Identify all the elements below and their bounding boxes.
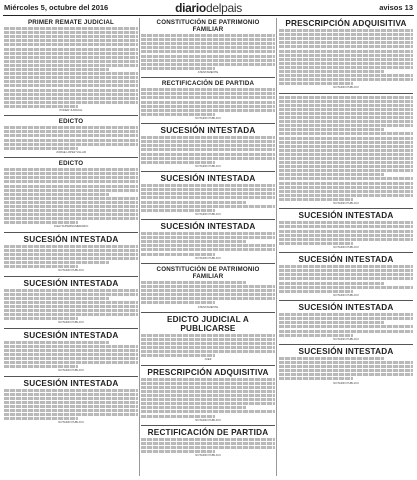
- body-text-line: [279, 37, 413, 40]
- body-text-line: [279, 153, 413, 156]
- body-text-line: [4, 289, 138, 292]
- body-text-line: [279, 108, 413, 111]
- legal-notice: [279, 19, 413, 90]
- body-text-line: [141, 184, 275, 187]
- body-text-line: [141, 334, 275, 337]
- body-text-line: [279, 112, 413, 115]
- column-divider: [276, 18, 277, 476]
- notice-divider: [141, 171, 275, 172]
- notice-divider: [141, 365, 275, 366]
- body-text-line: [279, 273, 413, 276]
- notice-signature: NOTARIO PUBLICO: [333, 201, 359, 206]
- body-text-line: [279, 313, 413, 316]
- body-text-line: [4, 43, 138, 46]
- notice-title: SUCESIÓN INTESTADA: [298, 346, 394, 356]
- notice-signature: NOTARIO PUBLICO: [333, 292, 359, 297]
- body-text-line: [4, 409, 138, 412]
- body-text-line: [279, 29, 413, 32]
- legal-notice: [4, 232, 138, 273]
- body-text-line: [279, 96, 413, 99]
- body-text-line: [279, 33, 413, 36]
- body-text-line: [4, 185, 138, 188]
- body-text-line: [141, 101, 275, 104]
- body-text-line: [279, 161, 413, 164]
- body-text-line: [279, 282, 384, 285]
- body-text-line: [141, 390, 275, 393]
- legal-notice: [141, 123, 275, 168]
- body-text-line: [4, 389, 138, 392]
- notice-signature: NOTARIO PUBLICO: [333, 85, 359, 90]
- body-text-line: [141, 293, 275, 296]
- legal-notice: [4, 276, 138, 325]
- notice-signature: PODER JUDICIAL: [59, 107, 83, 112]
- body-text-line: [279, 74, 413, 77]
- page-header: [0, 0, 417, 16]
- body-text-line: [4, 393, 138, 396]
- body-text-line: [4, 301, 138, 304]
- legal-notice: [141, 425, 275, 458]
- notice-signature: JORGE LOPEZ VILLAR: [56, 149, 86, 154]
- notice-signature: NOTARIO PUBLICO: [58, 420, 84, 425]
- body-text-line: [279, 357, 384, 360]
- body-text-line: [279, 157, 413, 160]
- notice-divider: [4, 276, 138, 277]
- body-text-line: [279, 141, 413, 144]
- body-text-line: [279, 265, 413, 268]
- body-text-line: [4, 357, 138, 360]
- body-text-line: [279, 330, 413, 333]
- body-text-line: [4, 205, 138, 208]
- body-text-line: [141, 382, 275, 385]
- notice-divider: [141, 312, 275, 313]
- body-text-line: [279, 365, 413, 368]
- body-text-line: [4, 89, 138, 92]
- notice-title: SUCESIÓN INTESTADA: [298, 255, 394, 265]
- column-1: [4, 18, 138, 478]
- body-text-line: [279, 116, 413, 119]
- body-text-line: [4, 101, 138, 104]
- body-text-line: [141, 236, 275, 239]
- body-text-line: [141, 297, 275, 300]
- notice-title: RECTIFICACIÓN DE PARTIDA: [161, 80, 255, 88]
- legal-notice: [141, 365, 275, 422]
- section-label: [379, 3, 413, 12]
- body-text-line: [279, 100, 413, 103]
- notice-title: SUCESIÓN INTESTADA: [160, 126, 256, 136]
- body-text-line: [4, 97, 138, 100]
- body-text-line: [4, 35, 138, 38]
- body-text-line: [279, 173, 384, 176]
- notice-divider: [141, 425, 275, 426]
- notice-signature: NOTARIO PUBLICO: [195, 255, 221, 260]
- legal-notice: [4, 19, 138, 112]
- notice-signature: NOTARIO PUBLICO: [58, 268, 84, 273]
- page-number: 13: [404, 3, 413, 12]
- body-text-line: [279, 230, 413, 233]
- body-text-line: [279, 78, 413, 81]
- body-text-line: [4, 189, 138, 192]
- body-text-line: [141, 153, 275, 156]
- legal-notice: [141, 312, 275, 362]
- body-text-line: [141, 281, 246, 284]
- body-text-line: [141, 59, 275, 62]
- body-text-line: [141, 42, 275, 45]
- body-text-line: [4, 309, 138, 312]
- legal-notice: [4, 115, 138, 154]
- notice-title: SUCESIÓN INTESTADA: [23, 330, 119, 340]
- body-text-line: [279, 321, 384, 324]
- body-text-line: [141, 248, 275, 251]
- body-text-line: [4, 217, 138, 220]
- body-text-line: [141, 50, 275, 53]
- body-text-line: [4, 197, 138, 200]
- body-text-line: [4, 213, 138, 216]
- logo-light-text: delpais: [205, 1, 242, 15]
- body-text-line: [279, 221, 413, 224]
- body-text-line: [141, 96, 275, 99]
- body-text-line: [141, 148, 275, 151]
- body-text-line: [141, 34, 275, 37]
- notice-title: EDICTO JUDICIAL A PUBLICARSE: [167, 314, 249, 333]
- legal-notice: [4, 157, 138, 229]
- body-text-line: [279, 50, 413, 53]
- body-text-line: [141, 240, 246, 243]
- body-text-line: [4, 253, 138, 256]
- body-text-line: [4, 93, 138, 96]
- body-text-line: [4, 305, 138, 308]
- notice-signature: NOTARIO PUBLICO: [195, 417, 221, 422]
- body-text-line: [4, 297, 109, 300]
- body-text-line: [279, 369, 413, 372]
- notice-divider: [279, 252, 413, 253]
- body-text-line: [4, 76, 138, 79]
- body-text-line: [141, 46, 275, 49]
- body-text-line: [141, 342, 275, 345]
- notice-divider: [279, 93, 413, 94]
- body-text-line: [4, 68, 109, 71]
- body-text-line: [279, 286, 413, 289]
- body-text-line: [279, 45, 413, 48]
- legal-notice: [4, 376, 138, 425]
- body-text-line: [141, 201, 246, 204]
- body-text-line: [279, 165, 413, 168]
- body-text-line: [4, 134, 138, 137]
- notice-title: EDICTO: [58, 160, 84, 168]
- notice-signature: NOTARIO PUBLICO: [195, 211, 221, 216]
- body-text-line: [279, 269, 413, 272]
- body-text-line: [141, 378, 275, 381]
- body-text-line: [141, 140, 275, 143]
- notice-signature: NOTARIO PUBLICO: [58, 368, 84, 373]
- body-text-line: [279, 132, 413, 135]
- notice-title: CONSTITUCIÓN DE PATRIMONIO FAMILIAR: [156, 265, 260, 280]
- body-text-line: [279, 124, 413, 127]
- body-text-line: [4, 172, 138, 175]
- body-text-line: [4, 64, 138, 67]
- body-text-line: [141, 38, 275, 41]
- body-text-line: [141, 346, 275, 349]
- body-text-line: [4, 72, 138, 75]
- body-text-line: [141, 109, 275, 112]
- legal-notice: [279, 252, 413, 297]
- body-text-line: [279, 58, 413, 61]
- legal-notice: [279, 344, 413, 385]
- body-text-line: [279, 317, 413, 320]
- notice-signature: JUEZ: [204, 357, 212, 362]
- body-text-line: [279, 182, 413, 185]
- body-text-line: [4, 397, 138, 400]
- notice-title: SUCESIÓN INTESTADA: [160, 222, 256, 231]
- body-text-line: [141, 338, 275, 341]
- body-text-line: [4, 139, 138, 142]
- body-text-line: [141, 354, 215, 357]
- section-name: avisos: [379, 3, 403, 12]
- body-text-line: [141, 55, 275, 58]
- column-divider: [139, 18, 140, 476]
- body-text-line: [4, 345, 138, 348]
- body-text-line: [279, 361, 413, 364]
- notice-signature: JUEZ SUPERNUMERARIO: [53, 224, 89, 229]
- body-text-line: [4, 180, 138, 183]
- body-text-line: [141, 398, 275, 401]
- notice-divider: [4, 232, 138, 233]
- notice-signature: NOTARIO PUBLICO: [333, 244, 359, 249]
- notice-divider: [141, 77, 275, 78]
- legal-notice: [141, 19, 275, 74]
- notice-divider: [279, 344, 413, 345]
- body-text-line: [141, 285, 275, 288]
- legal-notice: [279, 93, 413, 206]
- body-text-line: [141, 406, 246, 409]
- body-text-line: [141, 410, 275, 413]
- body-text-line: [4, 80, 138, 83]
- notice-divider: [4, 376, 138, 377]
- body-text-line: [279, 238, 413, 241]
- notice-signature: NOTARIO PUBLICO: [58, 320, 84, 325]
- body-text-line: [279, 169, 413, 172]
- notice-signature: ATENTAMENTE: [197, 69, 219, 74]
- notice-divider: [4, 157, 138, 158]
- body-text-line: [279, 128, 384, 131]
- legal-notice: [4, 328, 138, 373]
- notice-title: SUCESIÓN INTESTADA: [23, 378, 119, 388]
- body-text-line: [4, 293, 138, 296]
- body-text-line: [279, 120, 413, 123]
- notice-divider: [279, 300, 413, 301]
- body-text-line: [4, 201, 138, 204]
- body-text-line: [4, 261, 109, 264]
- body-text-line: [4, 361, 138, 364]
- body-text-line: [4, 39, 138, 42]
- body-text-line: [4, 84, 138, 87]
- body-text-line: [4, 405, 138, 408]
- notice-title: RECTIFICACIÓN DE PARTIDA: [147, 427, 269, 437]
- legal-notice: [141, 263, 275, 309]
- body-text-line: [141, 350, 275, 353]
- body-text-line: [141, 63, 275, 66]
- notice-title: PRESCRIPCIÓN ADQUISITIVA: [285, 19, 407, 28]
- notice-title: EDICTO: [58, 118, 84, 126]
- body-text-line: [279, 149, 413, 152]
- body-text-line: [4, 313, 138, 316]
- body-text-line: [4, 353, 138, 356]
- body-text-line: [141, 205, 275, 208]
- notice-signature: NOTARIO PUBLICO: [333, 336, 359, 341]
- newspaper-logo: [0, 1, 417, 15]
- notice-signature: NOTARIO PUBLICO: [195, 163, 221, 168]
- notice-signature: NOTARIO PUBLICO: [333, 380, 359, 385]
- body-text-line: [4, 349, 138, 352]
- notice-title: PRESCRIPCIÓN ADQUISITIVA: [147, 367, 269, 377]
- body-text-line: [279, 194, 413, 197]
- body-text-line: [4, 413, 138, 416]
- body-text-line: [141, 92, 275, 95]
- body-text-line: [141, 192, 275, 195]
- body-text-line: [4, 193, 109, 196]
- body-text-line: [141, 88, 275, 91]
- body-text-line: [4, 52, 138, 55]
- body-text-line: [4, 48, 138, 51]
- body-text-line: [279, 277, 413, 280]
- notice-signature: NOTARIO PUBLICO: [195, 453, 221, 458]
- notice-signature: ATENTAMENTE: [197, 304, 219, 309]
- notice-divider: [141, 219, 275, 220]
- body-text-line: [141, 442, 275, 445]
- body-text-line: [4, 257, 138, 260]
- body-text-line: [279, 177, 413, 180]
- body-text-line: [279, 137, 413, 140]
- body-text-line: [4, 130, 138, 133]
- notice-divider: [141, 263, 275, 264]
- body-text-line: [141, 301, 215, 304]
- body-text-line: [4, 27, 138, 30]
- body-text-line: [4, 168, 138, 171]
- body-text-line: [141, 394, 275, 397]
- body-text-line: [4, 249, 138, 252]
- body-text-line: [4, 56, 138, 59]
- body-text-line: [279, 145, 413, 148]
- notice-title: SUCESIÓN INTESTADA: [298, 211, 394, 221]
- body-text-line: [279, 234, 413, 237]
- legal-notice: [141, 77, 275, 120]
- body-text-line: [279, 373, 413, 376]
- body-text-line: [141, 289, 275, 292]
- body-text-line: [141, 446, 275, 449]
- body-text-line: [279, 41, 413, 44]
- notice-signature: NOTARIO PUBLICO: [195, 115, 221, 120]
- notice-title: SUCESIÓN INTESTADA: [23, 278, 119, 288]
- body-text-line: [141, 105, 275, 108]
- issue-date: Miércoles 5, octubre del 2016: [4, 3, 109, 12]
- body-text-line: [279, 70, 384, 73]
- header-rule: [3, 15, 414, 16]
- notice-title: CONSTITUCIÓN DE PATRIMONIO FAMILIAR: [156, 19, 260, 33]
- body-text-line: [279, 104, 413, 107]
- body-text-line: [4, 31, 138, 34]
- body-text-line: [141, 136, 275, 139]
- body-text-line: [4, 143, 138, 146]
- body-text-line: [279, 54, 413, 57]
- body-text-line: [4, 401, 138, 404]
- body-text-line: [4, 176, 138, 179]
- column-3: [279, 18, 413, 478]
- body-text-line: [279, 66, 413, 69]
- body-text-line: [141, 144, 275, 147]
- body-text-line: [141, 386, 275, 389]
- legal-notice: [279, 300, 413, 341]
- body-text-line: [4, 341, 109, 344]
- notice-title: PRIMER REMATE JUDICIAL: [27, 19, 115, 26]
- body-text-line: [4, 126, 138, 129]
- body-text-line: [279, 190, 413, 193]
- body-text-line: [141, 438, 275, 441]
- legal-notice: [279, 208, 413, 249]
- logo-bold-text: diario: [175, 1, 206, 15]
- body-text-line: [141, 157, 275, 160]
- notice-divider: [4, 328, 138, 329]
- body-text-line: [279, 186, 413, 189]
- body-text-line: [279, 62, 413, 65]
- body-text-line: [141, 232, 275, 235]
- column-2: [141, 18, 275, 478]
- notice-divider: [279, 208, 413, 209]
- body-text-line: [141, 244, 275, 247]
- body-text-line: [279, 325, 413, 328]
- body-text-line: [4, 60, 138, 63]
- body-text-line: [141, 402, 275, 405]
- legal-notice: [141, 171, 275, 216]
- notice-divider: [141, 123, 275, 124]
- body-text-line: [4, 245, 138, 248]
- body-text-line: [4, 209, 138, 212]
- notice-title: SUCESIÓN INTESTADA: [23, 234, 119, 244]
- body-text-line: [141, 196, 275, 199]
- notice-title: SUCESIÓN INTESTADA: [298, 303, 394, 313]
- notice-title: SUCESIÓN INTESTADA: [160, 174, 256, 184]
- body-text-line: [279, 225, 413, 228]
- legal-notice: [141, 219, 275, 260]
- notice-divider: [4, 115, 138, 116]
- body-text-line: [141, 188, 275, 191]
